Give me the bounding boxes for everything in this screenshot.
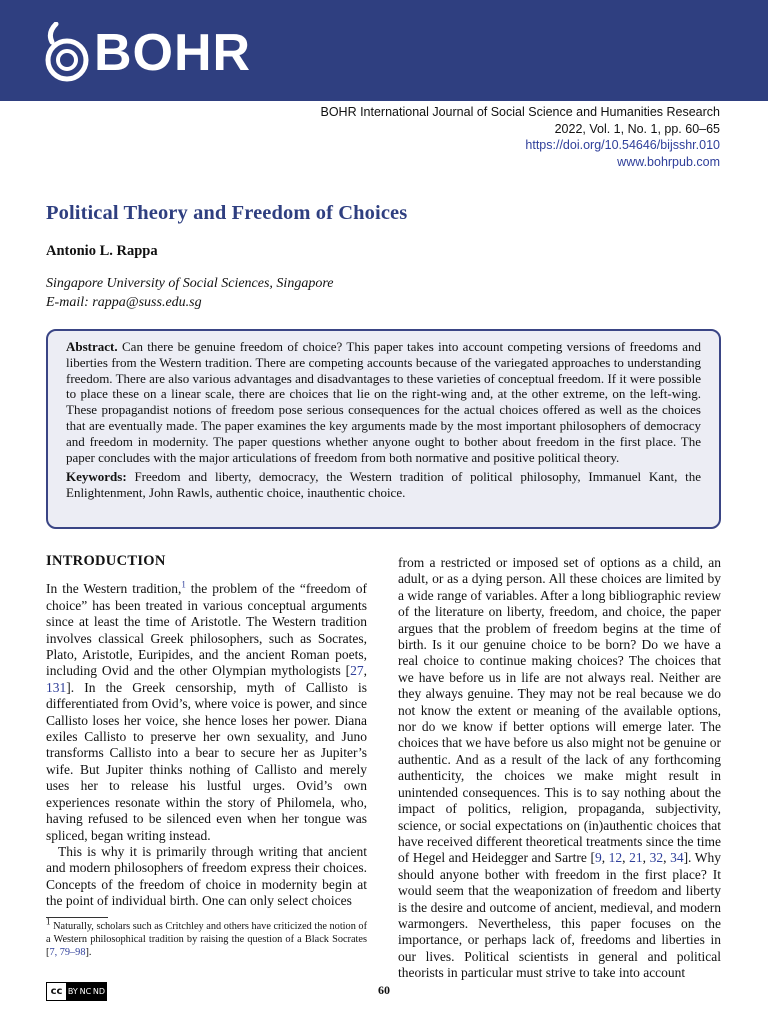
left-column [46,553,367,910]
abstract-label: Abstract. [66,339,118,354]
keywords-paragraph [66,469,701,501]
author-email[interactable]: E-mail: rappa@suss.edu.sg [46,295,202,310]
journal-info [320,104,720,170]
journal-name: BOHR International Journal of Social Science and Humanities Research [320,105,720,119]
citation-link[interactable]: 7, 79–98 [49,946,86,958]
body-paragraph-2: This is why it is primarily through writing that ancient and modern philosophers of freedom express their choices. Concepts of the freedom of choice in modernity begin at the point of individual birth. One can only select choices [46,843,367,909]
body-paragraph-3: from a restricted or imposed set of options as a child, an adult, or as a dying person. All these choices are limited by a wide range of variables. After a long bibliographic review of the literature on liberty, freedom, and choice, the paper argues that the problem of freedom begins at the time of birth. Is it our genuine choice to be born? Do we have a real choice to continue making choices? The choices that we have before us in life are not always real. Neither are they always genuine. They may not be real because we do not know the extent or meaning of the available options, nor do we know if better options will emerge later. The choices that we have before us also might not be genuine or authentic. And as a result of the lack of any forthcoming authenticity, the choices we make might result in unintended consequences. This is to say nothing about the impact of politics, religion, propaganda, subjectivity, science, or social expectations on (in)authentic choices that have received different theoretical treatments since the time of Hegel and Heidegger and Sartre [9, 12, 21, 32, 34]. Why should anyone bother with freedom in the first place? It would seem that the weaponization of freedom and liberty is the desire and outcome of ancient, medieval, and modern warmongers. Nevertheless, this paper focuses on the importance, or perhaps lack of, freedoms and liberties in our lives. Political scientists in general and political theorists in particular must strive to take into account [398,555,722,981]
citation-link[interactable]: 12 [608,850,623,866]
affiliation: Singapore University of Social Sciences, Singapore [46,276,334,291]
author-name: Antonio L. Rappa [46,243,158,259]
citation-link[interactable]: 32 [649,850,664,866]
website-link[interactable]: www.bohrpub.com [617,154,720,169]
cc-icon: cc [47,983,67,1000]
cc-nd-icon: ND [92,987,106,996]
citation-link[interactable]: 131 [46,679,67,695]
abstract-text: Can there be genuine freedom of choice? This paper takes into account competing versions of freedoms and liberties from the Western tradition. There are competing accounts because of the variegated approaches to understanding freedom. There are also various advantages and disadvantages to these varieties of conceptual freedom. If it were possible to place these on a linear scale, there are choices that lie on the right-wing and, at the other extreme, on the left-wing. These propagandist notions of freedom pose serious consequences for the actual choices offered as well as the choices that are eventually made. The paper examines the key arguments made by the most important philosophers of democracy and freedom in modernity. The paper questions whether anyone ought to bother about freedom in the first place. The paper concludes with the major articulations of freedom from both normative and positive political theory. [66,339,702,465]
citation-link[interactable]: 21 [629,850,643,866]
page-number: 60 [378,983,390,997]
footnote-number: 1 [46,916,51,927]
doi-link[interactable]: https://doi.org/10.54646/bijsshr.010 [525,138,720,152]
cc-by-icon: BY [67,987,78,996]
journal-volume: 2022, Vol. 1, No. 1, pp. 60–65 [554,121,720,136]
author-affiliation [46,274,333,312]
footnote [46,916,367,959]
cc-nc-icon: NC [79,987,92,996]
footnote-divider [46,917,108,918]
footnote-text: Naturally, scholars such as Critchley and others have criticized the notion of a Western philosophical tradition by raising the question of a Black Socrates [ [46,921,367,958]
bohr-logo[interactable] [44,22,251,84]
body-text: ]. Why should anyone bother with freedom in the first place? It would seem that the weaponization of freedom and liberty is the desire and outcome of ancient, medieval, and modern warmongers. Nevertheless, this paper focuses on the importance, or perhaps lack of, freedoms and liberties in our lives. Political scientists in general and political theorists in particular must strive to take into account [398,850,722,981]
body-paragraph-1 [46,581,367,844]
bohr-logo-icon [44,22,90,84]
brand-name: BOHR [94,24,252,82]
abstract-paragraph [66,339,701,465]
body-text: the problem of the “freedom of choice” has been treated in various conceptual arguments since at least the time of Aristotle. The Western tradition involves classical Greek philosophers, such as Socrates, Plato, Aristotle, Euripides, and the ancient Roman poets, including Ovid and the other Olympian mythologists [ [46,581,367,679]
right-column [398,555,721,982]
footnote-text: ]. [85,946,92,958]
section-heading: INTRODUCTION [46,553,166,569]
article-title: Political Theory and Freedom of Choices [46,202,408,224]
citation-link[interactable]: 27 [350,663,364,679]
body-text: , [363,663,367,679]
keywords-label: Keywords: [66,469,127,485]
body-text: In the Western tradition, [46,581,182,597]
citation-link[interactable]: 9 [594,850,602,866]
body-text: from a restricted or imposed set of options as a child, an adult, or as a dying person. All these choices are limited by a wide range of variables. After a long bibliographic review of the literature on liberty, freedom, and choice, the paper argues that the problem of freedom begins at the time of birth. Is it our genuine choice to be born? Do we have a real choice to continue making choices? The choices that we have before us in life are not always real. Neither are they always genuine. They may not be real because we do not know the extent or meaning of the available options, nor do we know if better options will emerge later. The choices that we have before us also might not be genuine or authentic. And as a result of the lack of any forthcoming authenticity, the choices we make might result in unintended consequences. This is to say nothing about the impact of politics, religion, propaganda, subjectivity, science, or social expectations on (in)authentic choices that have received different theoretical treatments since the time of Hegel and Heidegger and Sartre [ [398,555,721,866]
abstract-box [46,329,721,529]
body-text: ]. In the Greek censorship, myth of Callisto is differentiated from Ovid’s, where voice is power, and since Callisto loses her voice, she hence loses her power. Diana exiles Callisto to preserve her own sexuality, and Juno transforms Callisto into a bear to secure her as Jupiter’s wife. But Jupiter thinks nothing of Callisto and merely uses her to release his lustful urges. Ovid’s own experiences resonate within the story of Philomela, who, having refused to be silenced even when her tongue was spliced, began writing instead. [46,679,367,843]
header-banner [0,0,768,101]
citation-link[interactable]: 34 [670,850,684,866]
footnote-marker[interactable]: 1 [181,579,186,590]
keywords-text: Freedom and liberty, democracy, the Western tradition of political philosophy, Immanuel Kant, the Enlightenment, John Rawls, authentic choice, inauthentic choice. [66,469,702,501]
